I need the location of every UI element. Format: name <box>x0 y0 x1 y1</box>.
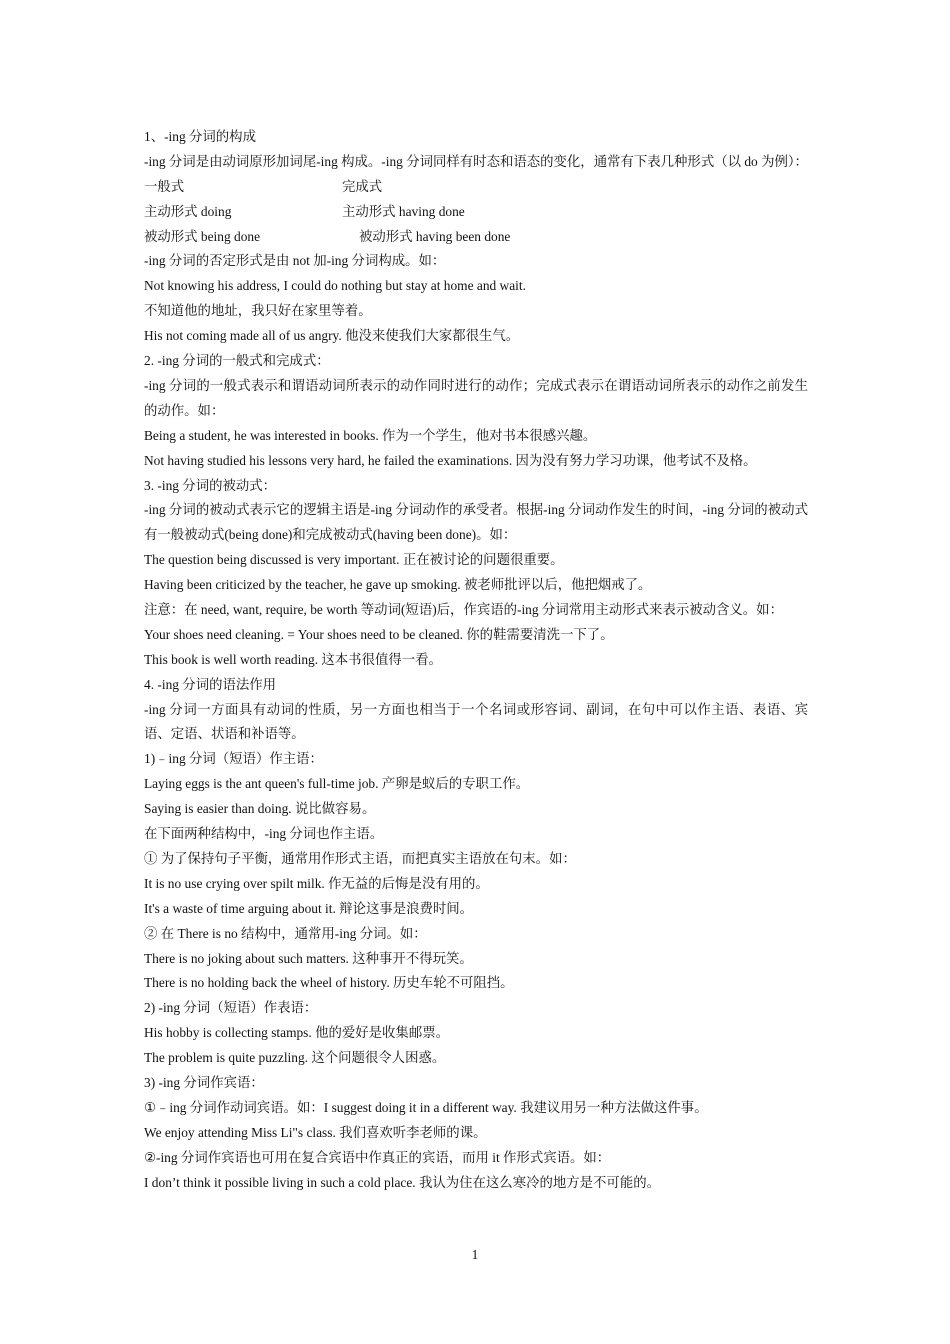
paragraph: -ing 分词一方面具有动词的性质，另一方面也相当于一个名词或形容词、副词，在句中可以作主语、表语、宾语、定语、状语和补语等。 <box>144 701 808 742</box>
list-item: ① 为了保持句子平衡，通常用作形式主语，而把真实主语放在句末。如： <box>144 850 576 866</box>
forms-passive-perfect: 被动形式 having been done <box>359 228 511 244</box>
example-sentence: I don’t think it possible living in such a cold place. 我认为住在这么寒冷的地方是不可能的。 <box>144 1174 660 1190</box>
paragraph: -ing 分词是由动词原形加词尾-ing 构成。-ing 分词同样有时态和语态的变化，通常有下表几种形式（以 do 为例）： <box>144 153 808 169</box>
example-sentence: Having been criticized by the teacher, he gave up smoking. 被老师批评以后，他把烟戒了。 <box>144 577 652 593</box>
forms-header-perfect: 完成式 <box>342 178 383 194</box>
example-sentence: Not having studied his lessons very hard, he failed the examinations. 因为没有努力学习功课，他考试不及格。 <box>144 452 757 468</box>
example-sentence: It's a waste of time arguing about it. 辩论这事是浪费时间。 <box>144 900 474 916</box>
example-sentence: Laying eggs is the ant queen's full-time job. 产卵是蚁后的专职工作。 <box>144 776 530 792</box>
section-heading-4: 4. -ing 分词的语法作用 <box>144 676 277 692</box>
page-content <box>144 125 808 1195</box>
example-sentence: His hobby is collecting stamps. 他的爱好是收集邮票。 <box>144 1025 449 1041</box>
forms-table-passive-row <box>144 225 808 250</box>
page-number: 1 <box>471 1247 479 1262</box>
example-sentence: Not knowing his address, I could do nothing but stay at home and wait. <box>144 278 526 294</box>
list-item: ①﹣ing 分词作动词宾语。如：I suggest doing it in a different way. 我建议用另一种方法做这件事。 <box>144 1099 708 1115</box>
example-sentence: Being a student, he was interested in books. 作为一个学生，他对书本很感兴趣。 <box>144 427 597 443</box>
subsection-heading: 3) -ing 分词作宾语： <box>144 1074 264 1090</box>
forms-table-active-row <box>144 200 808 225</box>
example-sentence: It is no use crying over spilt milk. 作无益的后悔是没有用的。 <box>144 875 489 891</box>
forms-header-simple: 一般式 <box>144 178 185 194</box>
example-sentence: There is no joking about such matters. 这种事开不得玩笑。 <box>144 950 473 966</box>
example-translation: 不知道他的地址，我只好在家里等着。 <box>144 303 372 319</box>
forms-table-header <box>144 175 808 200</box>
section-heading-2: 2. -ing 分词的一般式和完成式： <box>144 353 330 369</box>
example-sentence: This book is well worth reading. 这本书很值得一看。 <box>144 651 442 667</box>
forms-active-perfect: 主动形式 having done <box>342 203 465 219</box>
section-heading-1: 1、-ing 分词的构成 <box>144 129 256 144</box>
example-sentence: We enjoy attending Miss Li"s class. 我们喜欢听李老师的课。 <box>144 1124 487 1140</box>
paragraph: -ing 分词的一般式表示和谓语动词所表示的动作同时进行的动作；完成式表示在谓语动词所表示的动作之前发生的动作。如： <box>144 377 808 418</box>
paragraph: -ing 分词的被动式表示它的逻辑主语是-ing 分词动作的承受者。根据-ing 分词动作发生的时间，-ing 分词的被动式有一般被动式(being done)和完成被动式(having been done)。如： <box>144 502 808 543</box>
list-item: ② 在 There is no 结构中，通常用-ing 分词。如： <box>144 925 427 941</box>
example-sentence: His not coming made all of us angry. 他没来使我们大家都很生气。 <box>144 328 520 344</box>
subsection-heading: 2) -ing 分词（短语）作表语： <box>144 1000 318 1016</box>
paragraph: 在下面两种结构中，-ing 分词也作主语。 <box>144 826 384 842</box>
paragraph: -ing 分词的否定形式是由 not 加-ing 分词构成。如： <box>144 253 446 269</box>
list-item: ②-ing 分词作宾语也可用在复合宾语中作真正的宾语，而用 it 作形式宾语。如： <box>144 1149 611 1165</box>
note-paragraph: 注意：在 need, want, require, be worth 等动词(短语)后，作宾语的-ing 分词常用主动形式来表示被动含义。如： <box>144 602 783 617</box>
section-heading-3: 3. -ing 分词的被动式： <box>144 477 277 493</box>
example-sentence: Saying is easier than doing. 说比做容易。 <box>144 801 376 817</box>
example-sentence: Your shoes need cleaning. = Your shoes need to be cleaned. 你的鞋需要清洗一下了。 <box>144 626 614 642</box>
subsection-heading: 1)﹣ing 分词（短语）作主语： <box>144 751 323 767</box>
forms-active-simple: 主动形式 doing <box>144 203 232 219</box>
example-sentence: There is no holding back the wheel of history. 历史车轮不可阻挡。 <box>144 975 514 991</box>
example-sentence: The question being discussed is very important. 正在被讨论的问题很重要。 <box>144 552 564 568</box>
forms-passive-simple: 被动形式 being done <box>144 228 261 244</box>
example-sentence: The problem is quite puzzling. 这个问题很令人困惑。 <box>144 1050 446 1066</box>
